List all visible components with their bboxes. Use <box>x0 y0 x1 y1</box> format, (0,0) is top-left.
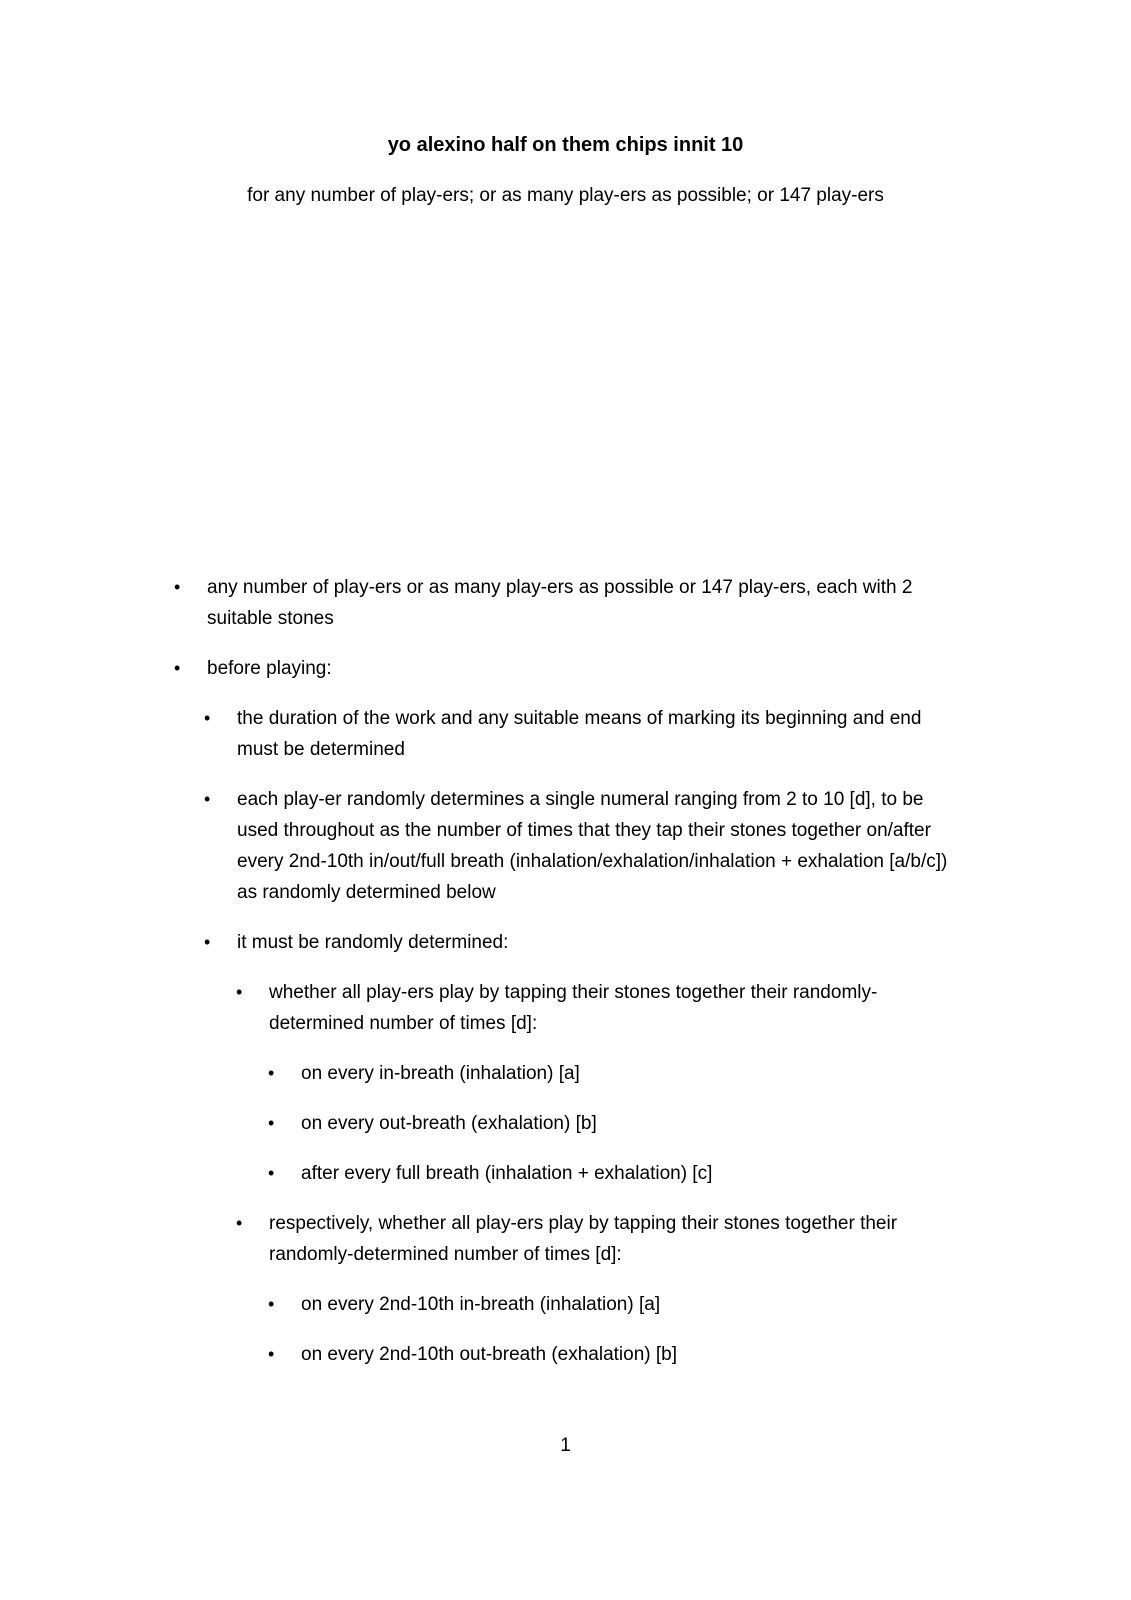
bullet-icon: • <box>204 789 211 809</box>
list-item-text: before playing: <box>207 658 332 679</box>
page-title: yo alexino half on them chips innit 10 <box>387 134 744 156</box>
bullet-icon: • <box>204 708 211 728</box>
bullet-icon: • <box>236 1213 243 1233</box>
bullet-icon: • <box>174 577 181 597</box>
list-item-text: any number of play-ers or as many play-ers as possible or 147 play-ers, each with 2 suitable stones <box>207 577 913 629</box>
list-item-text: on every 2nd-10th out-breath (exhalation) [b] <box>301 1344 678 1365</box>
bullet-icon: • <box>174 658 181 678</box>
page-footer <box>0 1430 1131 1461</box>
list-item-text: after every full breath (inhalation + exhalation) [c] <box>301 1163 713 1184</box>
list-item-text: it must be randomly determined: <box>237 932 509 953</box>
bullet-icon: • <box>204 932 211 952</box>
list-item <box>0 1289 1131 1320</box>
list-item <box>0 572 1131 634</box>
list-item <box>0 1108 1131 1139</box>
list-item <box>0 1208 1131 1270</box>
bullet-icon: • <box>268 1113 275 1133</box>
list-item <box>0 927 1131 958</box>
bullet-icon: • <box>236 982 243 1002</box>
list-item-text: on every out-breath (exhalation) [b] <box>301 1113 597 1134</box>
page-number: 1 <box>560 1435 571 1456</box>
page-subtitle: for any number of play-ers; or as many play-ers as possible; or 147 play-ers <box>247 185 884 206</box>
list-item-text: respectively, whether all play-ers play by tapping their stones together their randomly-determined number of times [d]: <box>269 1213 898 1265</box>
bullet-list <box>0 572 1131 1370</box>
list-item <box>0 1339 1131 1370</box>
list-item <box>0 1058 1131 1089</box>
list-item <box>0 653 1131 684</box>
bullet-icon: • <box>268 1163 275 1183</box>
list-item-text: each play-er randomly determines a single numeral ranging from 2 to 10 [d], to be used throughout as the number of times that they tap their stones together on/after every 2nd-10th in/out/full breath (inhalation/exhalation/inhalation + exhalation [a/b/c]) as randomly determined below <box>237 789 948 903</box>
list-item <box>0 703 1131 765</box>
list-item-text: the duration of the work and any suitable means of marking its beginning and end must be determined <box>237 708 922 760</box>
bullet-icon: • <box>268 1294 275 1314</box>
list-item-text: on every in-breath (inhalation) [a] <box>301 1063 580 1084</box>
list-item <box>0 1158 1131 1189</box>
list-item <box>0 977 1131 1039</box>
bullet-icon: • <box>268 1063 275 1083</box>
list-item <box>0 784 1131 908</box>
bullet-icon: • <box>268 1344 275 1364</box>
list-item-text: on every 2nd-10th in-breath (inhalation) [a] <box>301 1294 661 1315</box>
list-item-text: whether all play-ers play by tapping their stones together their randomly-determined number of times [d]: <box>269 982 878 1034</box>
